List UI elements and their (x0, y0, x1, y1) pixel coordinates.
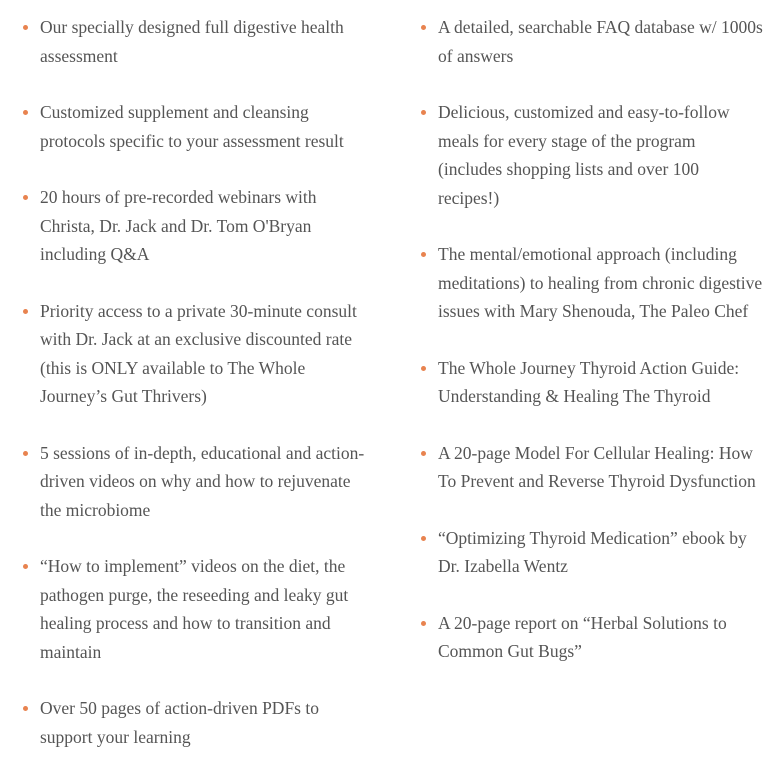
list-item (20, 439, 365, 525)
list-item-text: 20 hours of pre-recorded webinars with Christa, Dr. Jack and Dr. Tom O'Bryan including Q&A (40, 187, 317, 264)
bullet-icon (23, 195, 28, 200)
list-item-text: Over 50 pages of action-driven PDFs to support your learning (40, 698, 319, 747)
bullet-icon (421, 451, 426, 456)
list-item-text: “How to implement” videos on the diet, the pathogen purge, the reseeding and leaky gut healing process and how to transition and maintain (40, 556, 349, 662)
bullet-icon (421, 621, 426, 626)
bullet-icon (421, 366, 426, 371)
list-item-text: The Whole Journey Thyroid Action Guide: Understanding & Healing The Thyroid (438, 357, 740, 406)
bullet-icon (23, 706, 28, 711)
list-item (20, 694, 365, 751)
list-item (20, 552, 365, 666)
list-item-text: A 20-page report on “Herbal Solutions to Common Gut Bugs” (438, 612, 727, 661)
list-item-text: A detailed, searchable FAQ database w/ 1000s of answers (438, 17, 763, 66)
list-item (20, 98, 365, 155)
left-feature-list (20, 13, 365, 779)
bullet-icon (23, 309, 28, 314)
list-item (418, 609, 763, 666)
list-item (418, 98, 763, 212)
bullet-icon (421, 536, 426, 541)
list-item (418, 240, 763, 326)
list-item-text: Our specially designed full digestive health assessment (40, 17, 344, 66)
bullet-icon (23, 451, 28, 456)
right-feature-list (418, 13, 763, 694)
bullet-icon (421, 110, 426, 115)
list-item-text: Delicious, customized and easy-to-follow meals for every stage of the program (includes shopping lists and over 100 recipes!) (438, 102, 730, 208)
bullet-icon (23, 25, 28, 30)
bullet-icon (23, 110, 28, 115)
list-item-text: A 20-page Model For Cellular Healing: How To Prevent and Reverse Thyroid Dysfunction (438, 442, 756, 491)
list-item (418, 13, 763, 70)
list-item-text: Priority access to a private 30-minute consult with Dr. Jack at an exclusive discounted rate (this is ONLY available to The Whole Journey’s Gut Thrivers) (40, 300, 357, 406)
list-item-text: “Optimizing Thyroid Medication” ebook by Dr. Izabella Wentz (438, 527, 747, 576)
list-item-text: Customized supplement and cleansing protocols specific to your assessment result (40, 102, 344, 151)
list-item (418, 439, 763, 496)
bullet-icon (421, 25, 426, 30)
bullet-icon (421, 252, 426, 257)
list-item (418, 524, 763, 581)
list-item (20, 13, 365, 70)
list-item-text: 5 sessions of in-depth, educational and action-driven videos on why and how to rejuvenate the microbiome (40, 442, 365, 520)
list-item-text: The mental/emotional approach (including meditations) to healing from chronic digestive issues with Mary Shenouda, The Paleo Chef (438, 244, 763, 321)
bullet-icon (23, 564, 28, 569)
list-item (20, 183, 365, 269)
list-item (20, 297, 365, 411)
list-item (418, 354, 763, 411)
